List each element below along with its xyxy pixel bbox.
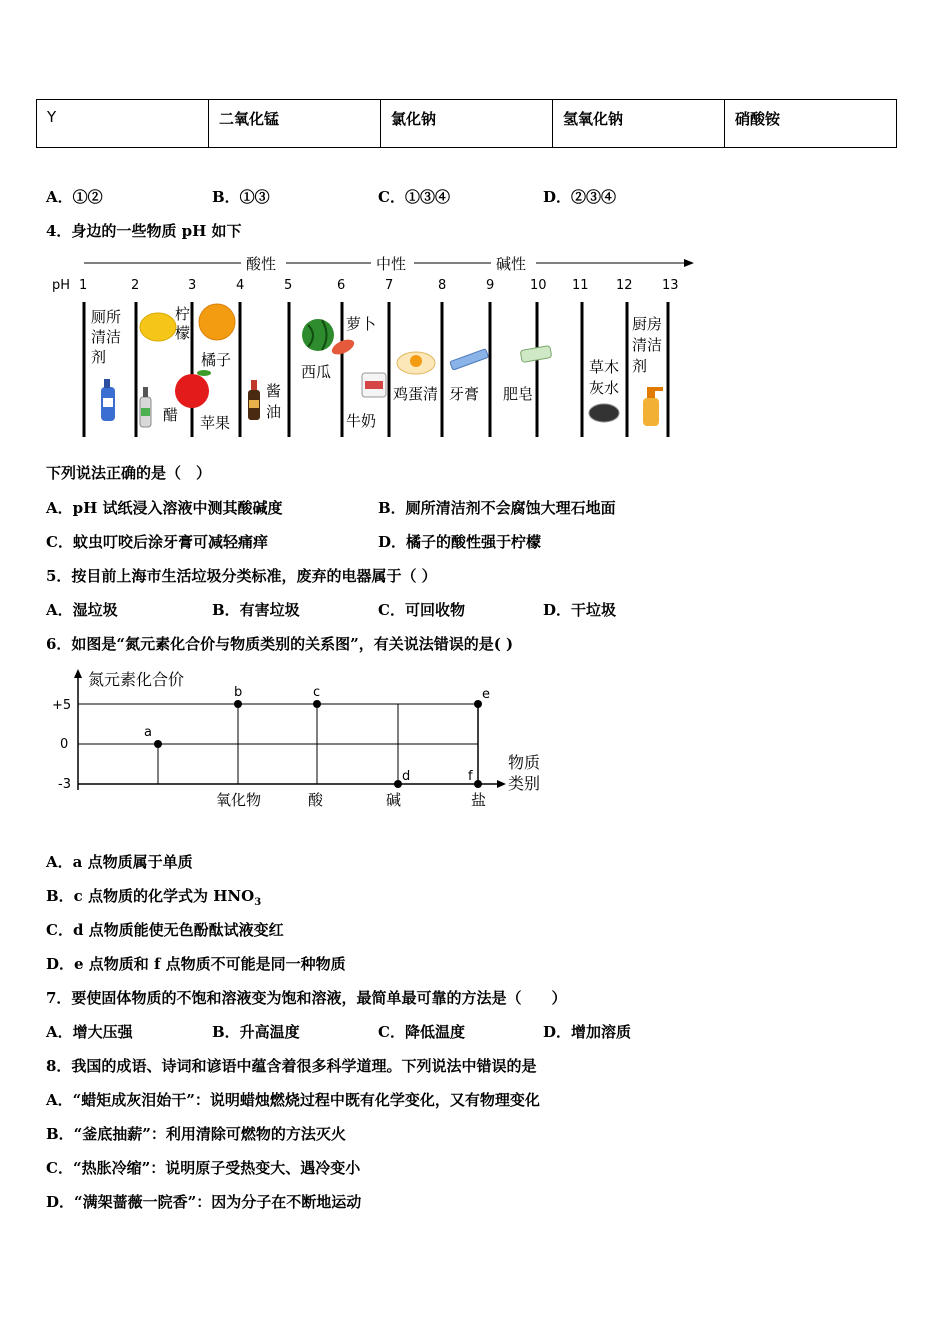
y-tick-label: 0	[60, 737, 69, 752]
q7-stem: 7．要使固体物质的不饱和溶液变为饱和溶液，最简单最可靠的方法是（ ）	[46, 989, 567, 1007]
ph-tick: 13	[662, 278, 679, 293]
region-basic: 碱性	[496, 255, 527, 273]
q3-option-c[interactable]: C．①③④	[378, 188, 450, 206]
q5-option-c[interactable]: C．可回收物	[378, 601, 465, 619]
item-toilet-cleaner: 清洁	[91, 328, 122, 346]
item-soap: 肥皂	[503, 385, 534, 403]
ph-tick: 5	[284, 278, 293, 293]
chart-xlabel: 类别	[508, 774, 541, 793]
q7-option-c[interactable]: C．降低温度	[378, 1023, 465, 1041]
data-point-a	[154, 740, 162, 748]
q6-option-a[interactable]: A．a 点物质属于单质	[46, 853, 193, 871]
data-point-c	[313, 700, 321, 708]
item-lemon: 柠	[175, 305, 191, 323]
q6-option-c[interactable]: C．d 点物质能使无色酚酞试液变红	[46, 921, 284, 939]
item-orange: 橘子	[201, 351, 232, 369]
ph-tick: 4	[236, 278, 245, 293]
q4-option-a[interactable]: A．pH 试纸浸入溶液中测其酸碱度	[46, 499, 283, 517]
q4-option-d[interactable]: D．橘子的酸性强于柠檬	[378, 533, 542, 551]
ph-tick: 10	[530, 278, 547, 293]
ph-tick: 6	[337, 278, 346, 293]
table-cell: Y	[37, 100, 209, 148]
chart-ylabel: 氮元素化合价	[88, 670, 185, 689]
ph-tick: 1	[79, 278, 88, 293]
item-kitchen-cleaner: 剂	[632, 357, 648, 375]
region-neutral: 中性	[376, 255, 407, 273]
q4-ask: 下列说法正确的是（ ）	[46, 464, 212, 482]
data-point-label-d: d	[402, 769, 411, 784]
x-category-label: 氧化物	[216, 791, 262, 809]
ph-axis-label: pH	[52, 278, 71, 293]
egg-icon	[397, 352, 435, 374]
watermelon-icon	[302, 319, 334, 351]
orange-icon	[199, 304, 235, 340]
x-axis-arrow-icon	[497, 780, 506, 788]
item-kitchen-cleaner: 清洁	[632, 336, 663, 354]
x-category-label: 盐	[471, 791, 487, 809]
soap-icon	[520, 345, 552, 362]
q5-stem: 5．按目前上海市生活垃圾分类标准，废弃的电器属于（ ）	[46, 567, 437, 585]
chart-xlabel: 物质	[508, 753, 541, 772]
y-tick-label: +5	[52, 698, 72, 713]
ph-tick: 7	[385, 278, 394, 293]
q6-option-d[interactable]: D．e 点物质和 f 点物质不可能是同一种物质	[46, 955, 346, 973]
item-watermelon: 西瓜	[301, 363, 332, 381]
data-point-label-e: e	[482, 687, 490, 702]
ph-tick: 2	[131, 278, 140, 293]
item-apple: 苹果	[200, 414, 231, 432]
y-tick-label: -3	[58, 777, 71, 792]
q4-option-c[interactable]: C．蚊虫叮咬后涂牙膏可减轻痛痒	[46, 533, 268, 551]
data-point-b	[234, 700, 242, 708]
data-point-label-a: a	[144, 725, 152, 740]
table-cell: 二氧化锰	[209, 100, 381, 148]
ph-tick: 11	[572, 278, 589, 293]
q8-option-b[interactable]: B．“釜底抽薪”：利用清除可燃物的方法灭火	[46, 1125, 346, 1143]
q3-option-d[interactable]: D．②③④	[543, 188, 617, 206]
substance-table	[36, 99, 897, 148]
data-point-label-b: b	[234, 685, 243, 700]
data-point-e	[474, 700, 482, 708]
q6-stem: 6．如图是“氮元素化合价与物质类别的关系图”，有关说法错误的是( )	[46, 635, 514, 653]
region-acidic: 酸性	[246, 255, 277, 273]
x-category-label: 碱	[386, 791, 402, 809]
q6-option-b-text: B．c 点物质的化学式为 HNO	[46, 887, 255, 905]
vinegar-bottle-icon	[140, 387, 151, 427]
item-milk: 牛奶	[346, 412, 377, 430]
toilet-cleaner-bottle-icon	[101, 379, 115, 421]
table-row	[37, 100, 897, 148]
ph-tick: 3	[188, 278, 197, 293]
item-lemon: 檬	[175, 324, 191, 342]
q5-option-d[interactable]: D．干垃圾	[543, 601, 617, 619]
q8-option-a[interactable]: A．“蜡矩成灰泪始干”：说明蜡烛燃烧过程中既有化学变化，又有物理变化	[46, 1091, 540, 1109]
q7-option-a[interactable]: A．增大压强	[46, 1023, 133, 1041]
item-wood-ash: 灰水	[589, 379, 620, 397]
ph-tick: 12	[616, 278, 633, 293]
item-radish: 萝卜	[346, 315, 377, 333]
data-point-label-f: f	[468, 769, 473, 784]
q3-option-a[interactable]: A．①②	[46, 188, 103, 206]
q8-option-c[interactable]: C．“热胀冷缩”：说明原子受热变大、遇冷变小	[46, 1159, 361, 1177]
ph-tick: 9	[486, 278, 495, 293]
arrow-head-icon	[684, 259, 694, 267]
apple-icon	[175, 370, 211, 408]
q5-option-a[interactable]: A．湿垃圾	[46, 601, 118, 619]
q3-option-b[interactable]: B．①③	[212, 188, 270, 206]
item-toothpaste: 牙膏	[449, 385, 480, 403]
item-egg-white: 鸡蛋清	[393, 385, 439, 403]
q7-option-d[interactable]: D．增加溶质	[543, 1023, 632, 1041]
lemon-icon	[140, 313, 176, 341]
x-category-label: 酸	[308, 791, 324, 809]
q6-option-b[interactable]	[46, 885, 261, 908]
item-soy-sauce: 酱	[266, 382, 282, 400]
spray-bottle-icon	[643, 387, 663, 426]
q8-option-d[interactable]: D．“满架蔷薇一院香”：因为分子在不断地运动	[46, 1193, 362, 1211]
q6-option-b-subscript: 3	[254, 897, 262, 908]
item-wood-ash: 草木	[589, 358, 620, 376]
q8-stem: 8．我国的成语、诗词和谚语中蕴含着很多科学道理。下列说法中错误的是	[46, 1057, 537, 1075]
table-cell: 氯化钠	[381, 100, 553, 148]
q4-stem: 4．身边的一些物质 pH 如下	[46, 222, 242, 240]
q5-option-b[interactable]: B．有害垃圾	[212, 601, 300, 619]
ash-bowl-icon	[589, 404, 619, 422]
nitrogen-valence-chart	[46, 665, 566, 815]
ph-scale-figure	[46, 250, 706, 445]
item-toilet-cleaner: 剂	[91, 348, 107, 366]
toothpaste-icon	[450, 349, 489, 370]
soy-sauce-bottle-icon	[248, 380, 260, 420]
table-cell: 氢氧化钠	[553, 100, 725, 148]
data-point-d	[394, 780, 402, 788]
ph-tick: 8	[438, 278, 447, 293]
data-point-label-c: c	[313, 685, 321, 700]
y-axis-arrow-icon	[74, 669, 82, 678]
item-vinegar: 醋	[163, 406, 179, 424]
item-toilet-cleaner: 厕所	[91, 308, 122, 326]
item-soy-sauce: 油	[266, 403, 282, 421]
q4-option-b[interactable]: B．厕所清洁剂不会腐蚀大理石地面	[378, 499, 616, 517]
milk-carton-icon	[362, 373, 386, 397]
table-cell: 硝酸铵	[725, 100, 897, 148]
item-kitchen-cleaner: 厨房	[632, 315, 663, 333]
data-point-f	[474, 780, 482, 788]
q7-option-b[interactable]: B．升高温度	[212, 1023, 300, 1041]
